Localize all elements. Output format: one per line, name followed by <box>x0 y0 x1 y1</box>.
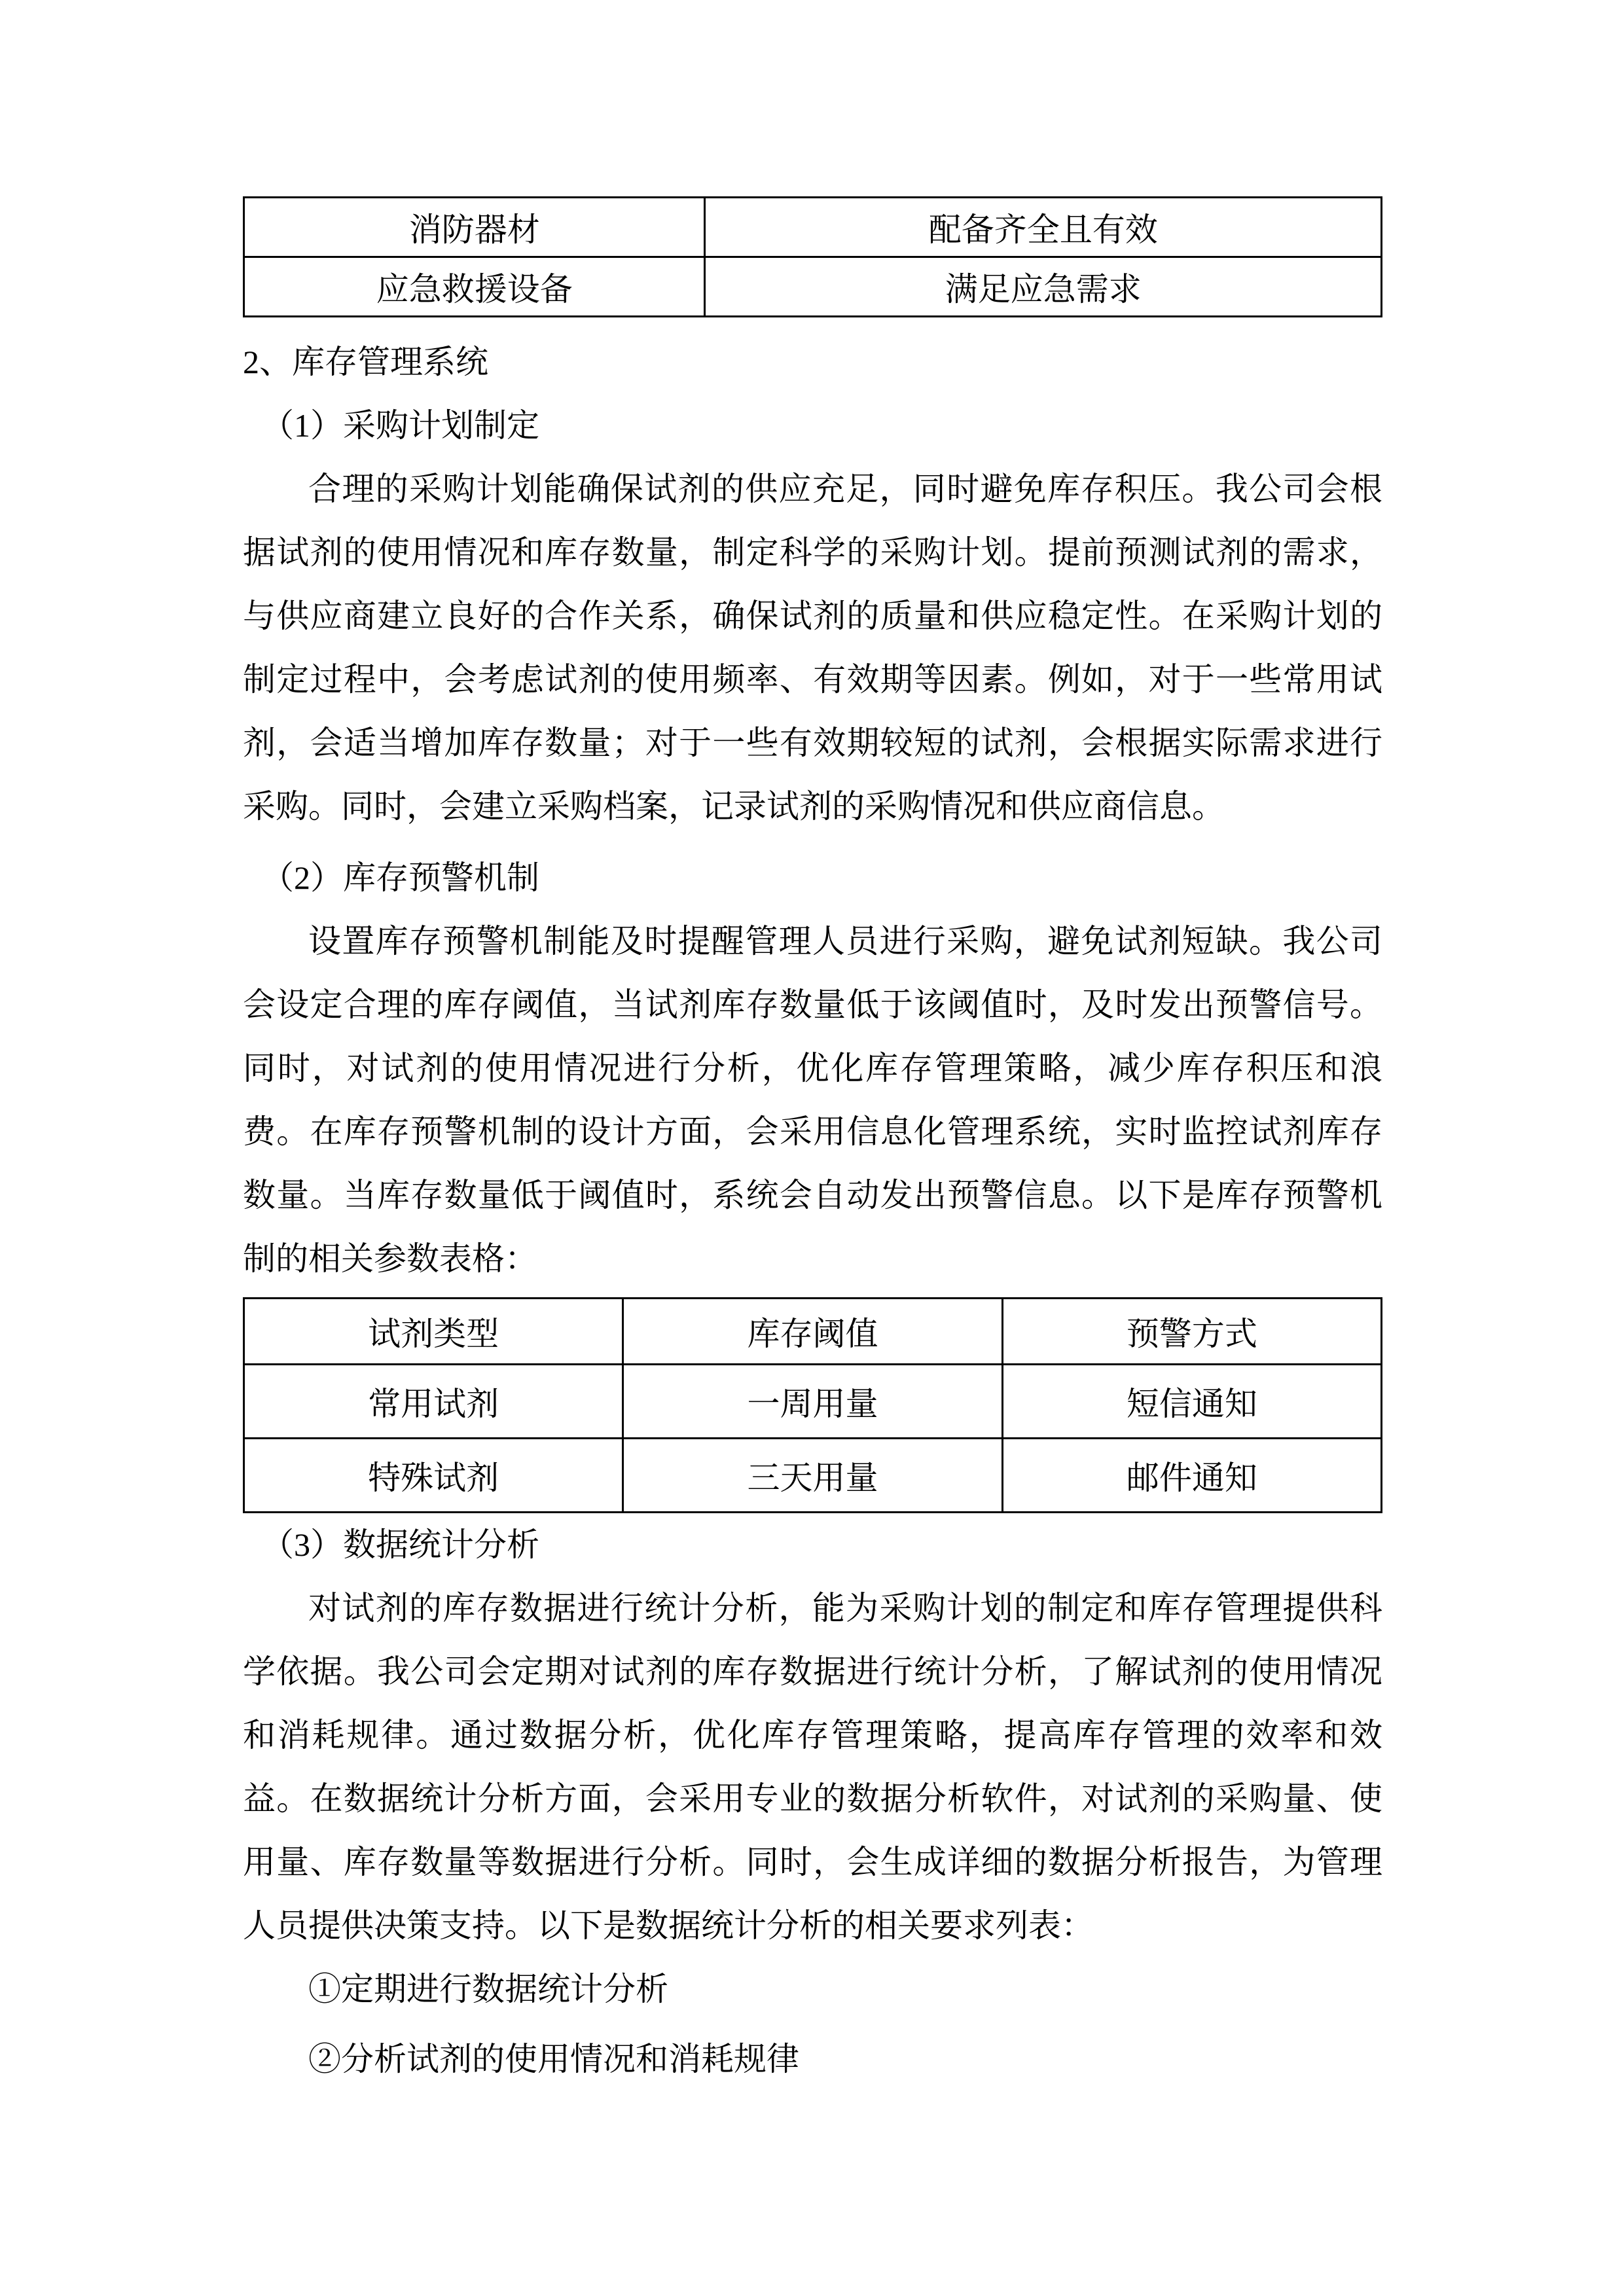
table-cell-type: 常用试剂 <box>244 1365 623 1439</box>
subsection-heading-2: （2）库存预警机制 <box>261 859 539 896</box>
table-cell-status: 满足应急需求 <box>705 257 1382 317</box>
table-cell-threshold: 一周用量 <box>623 1365 1002 1439</box>
subsection-heading-3: （3）数据统计分析 <box>261 1526 539 1563</box>
list-item-1: ①定期进行数据统计分析 <box>308 1971 668 2007</box>
document-content <box>243 196 1382 2091</box>
table-header-threshold: 库存阈值 <box>623 1299 1002 1365</box>
table-row <box>244 1439 1382 1513</box>
table-header-reagent-type: 试剂类型 <box>244 1299 623 1365</box>
table-row <box>244 198 1382 257</box>
paragraph-procurement-plan: 合理的采购计划能确保试剂的供应充足，同时避免库存积压。我公司会根据试剂的使用情况和库存数量，制定科学的采购计划。提前预测试剂的需求，与供应商建立良好的合作关系，确保试剂的质量和供应稳定性。在采购计划的制定过程中，会考虑试剂的使用频率、有效期等因素。例如，对于一些常用试剂，会适当增加库存数量；对于一些有效期较短的试剂，会根据实际需求进行采购。同时，会建立采购档案，记录试剂的采购情况和供应商信息。 <box>243 471 1382 825</box>
inventory-warning-table <box>243 1297 1382 1513</box>
table-cell-item: 应急救援设备 <box>244 257 705 317</box>
paragraph-data-analysis: 对试剂的库存数据进行统计分析，能为采购计划的制定和库存管理提供科学依据。我公司会定期对试剂的库存数据进行统计分析，了解试剂的使用情况和消耗规律。通过数据分析，优化库存管理策略，提高库存管理的效率和效益。在数据统计分析方面，会采用专业的数据分析软件，对试剂的采购量、使用量、库存数量等数据进行分析。同时，会生成详细的数据分析报告，为管理人员提供决策支持。以下是数据统计分析的相关要求列表： <box>243 1590 1382 1944</box>
table-cell-threshold: 三天用量 <box>623 1439 1002 1513</box>
list-item-2: ②分析试剂的使用情况和消耗规律 <box>308 2041 799 2077</box>
table-header-method: 预警方式 <box>1002 1299 1381 1365</box>
subsection-heading-1: （1）采购计划制定 <box>261 407 539 444</box>
section-heading: 2、库存管理系统 <box>243 344 488 380</box>
table-row <box>244 257 1382 317</box>
paragraph-inventory-warning: 设置库存预警机制能及时提醒管理人员进行采购，避免试剂短缺。我公司会设定合理的库存阈值，当试剂库存数量低于该阈值时，及时发出预警信号。同时，对试剂的使用情况进行分析，优化库存管理策略，减少库存积压和浪费。在库存预警机制的设计方面，会采用信息化管理系统，实时监控试剂库存数量。当库存数量低于阈值时，系统会自动发出预警信息。以下是库存预警机制的相关参数表格： <box>243 923 1382 1277</box>
table-row <box>244 1365 1382 1439</box>
table-header-row <box>244 1299 1382 1365</box>
table-cell-method: 短信通知 <box>1002 1365 1381 1439</box>
safety-equipment-table <box>243 196 1382 317</box>
table-cell-item: 消防器材 <box>244 198 705 257</box>
table-cell-type: 特殊试剂 <box>244 1439 623 1513</box>
table-cell-method: 邮件通知 <box>1002 1439 1381 1513</box>
table-cell-status: 配备齐全且有效 <box>705 198 1382 257</box>
